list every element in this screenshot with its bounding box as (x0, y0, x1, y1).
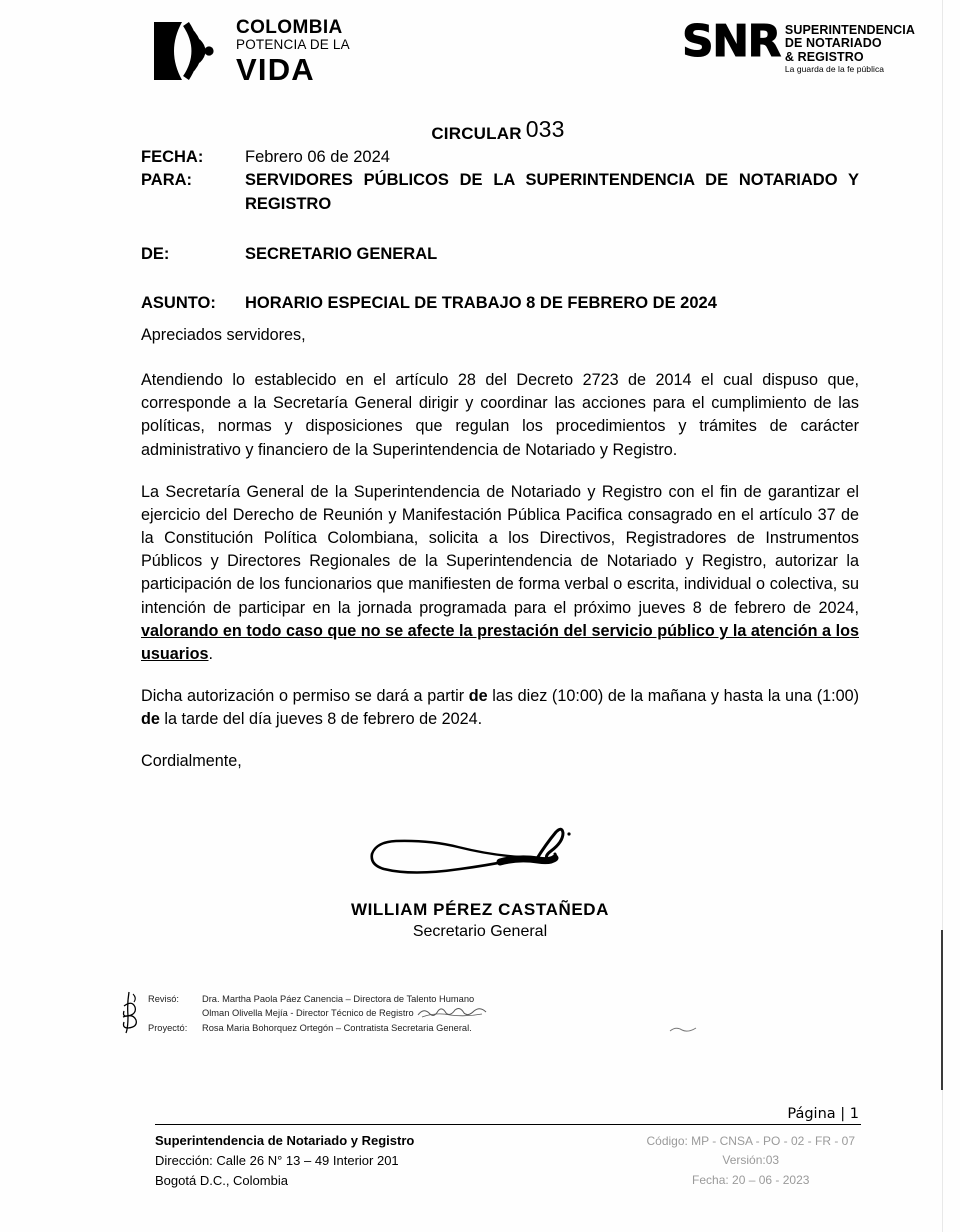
reviso-line-1: Dra. Martha Paola Páez Canencia – Directora de Talento Humano (202, 994, 475, 1004)
body-paragraph-3-c: las diez (10:00) de la mañana y hasta la una (1:00) (487, 687, 859, 706)
scan-artifact-line-dark (941, 930, 943, 1090)
document-footer (155, 1106, 861, 1190)
document-title (0, 116, 960, 144)
asunto-value: HORARIO ESPECIAL DE TRABAJO 8 DE FEBRERO DE 2024 (245, 293, 717, 312)
document-meta-fields (141, 146, 859, 315)
signature-name: WILLIAM PÉREZ CASTAÑEDA (350, 900, 610, 919)
footer-address: Dirección: Calle 26 N° 13 – 49 Interior 201 (155, 1152, 399, 1168)
colombia-logo-wordmark (236, 16, 350, 86)
revision-lines (148, 992, 658, 1035)
revision-row-proyecto (148, 1021, 658, 1035)
colombia-logo-line1: COLOMBIA (236, 17, 343, 38)
snr-logo (682, 16, 915, 74)
document-header (0, 14, 960, 96)
footer-code-block (646, 1131, 861, 1190)
footer-entity-block (155, 1131, 414, 1190)
footer-entity-name: Superintendencia de Notariado y Registro (155, 1133, 415, 1148)
meta-row-de (141, 243, 859, 266)
body-greeting: Apreciados servidores, (141, 326, 306, 344)
page-number: Página | 1 (787, 1106, 859, 1122)
reviso-line-2: Olman Olivella Mejía - Director Técnico de Registro (202, 1008, 414, 1019)
colombia-logo-line3: VIDA (236, 52, 315, 88)
body-paragraph-2-emphasis: valorando en todo caso que no se afecte la prestación del servicio público y la atención a los usuarios (141, 621, 859, 663)
footer-city: Bogotá D.C., Colombia (155, 1172, 288, 1188)
colombia-logo (152, 16, 350, 86)
circular-number: 033 (525, 116, 565, 142)
handwritten-signature-icon (350, 824, 610, 888)
signature-role: Secretario General (412, 923, 548, 940)
snr-logo-tagline: La guarda de la fe pública (784, 63, 885, 74)
body-closing: Cordialmente, (141, 752, 242, 771)
handwritten-initials-small-icon (416, 1006, 488, 1018)
body-paragraph-3-e: la tarde del día jueves 8 de febrero de 2024. (159, 710, 483, 729)
de-value: SECRETARIO GENERAL (245, 245, 438, 264)
body-paragraph-2 (141, 481, 859, 666)
body-paragraph-2-tail: . (208, 644, 213, 663)
revision-row-reviso (148, 992, 658, 1006)
asunto-label: ASUNTO: (141, 293, 216, 312)
circular-label: CIRCULAR (431, 124, 522, 143)
body-paragraph-3 (141, 685, 859, 731)
body-paragraph-3-b: de (468, 687, 488, 706)
reviso-label: Revisó: (148, 994, 180, 1004)
snr-logo-wordmark (785, 22, 915, 74)
colombia-potencia-de-la-vida-mark-icon (152, 20, 224, 82)
meta-row-para (141, 169, 859, 216)
handwritten-mark-small-icon (668, 1024, 698, 1034)
snr-logo-line3: & REGISTRO (784, 49, 864, 64)
footer-columns (155, 1125, 861, 1190)
footer-code: Código: MP - CNSA - PO - 02 - FR - 07 (646, 1134, 855, 1148)
colombia-logo-line2: POTENCIA DE LA (236, 37, 350, 53)
revision-note (118, 992, 658, 1035)
proyecto-line: Rosa Maria Bohorquez Ortegón – Contratista Secretaria General. (202, 1022, 472, 1033)
snr-logo-mark: SNR (682, 16, 780, 67)
footer-date: Fecha: 20 – 06 - 2023 (692, 1172, 810, 1187)
document-body (141, 324, 859, 793)
fecha-value: Febrero 06 de 2024 (245, 148, 390, 166)
signature-block (0, 824, 960, 941)
proyecto-label: Proyectó: (148, 1022, 188, 1033)
revision-row-reviso-2 (148, 1006, 658, 1020)
footer-version: Versión:03 (722, 1153, 780, 1168)
de-label: DE: (141, 245, 170, 264)
body-paragraph-2-lead: La Secretaría General de la Superintendencia de Notariado y Registro con el fin de garantizar el ejercicio del Derecho de Reunión y Manifestación Pública Pacifica consagrado en el artículo 37 de la Constitución Política Colombiana, solicita a los Directivos, Registradores de Instrumentos Públicos y Directores Regionales de la Superintendencia de Notariado y Registro, autorizar la participación de los funcionarios que manifiesten de forma verbal o escrita, individual o colectiva, su intención de participar en la jornada programada para el próximo jueves 8 de febrero de 2024, (141, 482, 859, 617)
handwritten-initials-icon (118, 990, 144, 1034)
para-value: SERVIDORES PÚBLICOS DE LA SUPERINTENDENCIA DE NOTARIADO Y REGISTRO (245, 171, 859, 213)
body-paragraph-3-a: Dicha autorización o permiso se dará a partir (141, 687, 469, 706)
body-paragraph-1: Atendiendo lo establecido en el artículo 28 del Decreto 2723 de 2014 el cual dispuso que, corresponde a la Secretaría General dirigir y coordinar las acciones para el cumplimiento de las políticas, normas y disposiciones que regulan los procedimientos y trámites de carácter administrativo y financiero de la Superintendencia de Notariado y Registro. (141, 371, 859, 459)
snr-logo-line2: DE NOTARIADO (784, 36, 882, 51)
fecha-label: FECHA: (141, 148, 204, 166)
meta-row-asunto (141, 292, 859, 315)
meta-row-fecha (141, 146, 859, 169)
snr-logo-line1: SUPERINTENDENCIA (784, 23, 915, 37)
body-paragraph-3-d: de (141, 710, 160, 729)
para-label: PARA: (141, 171, 193, 190)
